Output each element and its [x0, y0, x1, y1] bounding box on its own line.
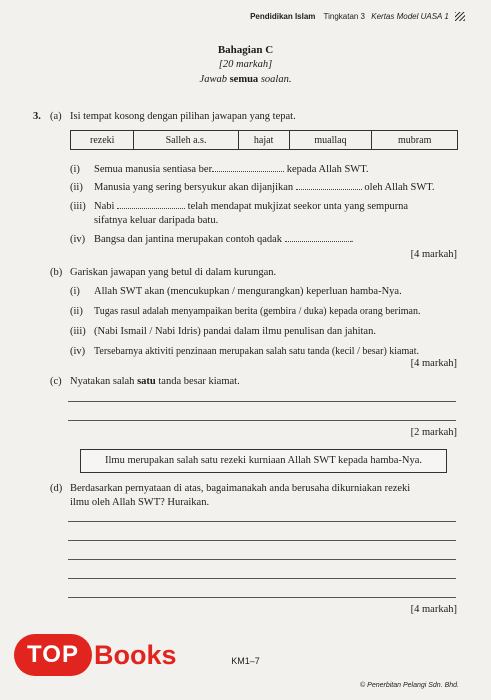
answer-blank[interactable] [285, 241, 351, 242]
header-level: Tingkatan 3 [323, 12, 366, 21]
answer-line[interactable] [68, 559, 456, 560]
answer-blank[interactable] [296, 189, 362, 190]
item-text-before: Bangsa dan jantina merupakan contoh qadak [94, 234, 283, 245]
part-b-item-num: (iv) [70, 346, 86, 357]
part-b-item-text[interactable]: (Nabi Ismail / Nabi Idris) pandai dalam ilmu penulisan dan jahitan. [94, 326, 376, 337]
section-marks: [20 markah] [218, 59, 273, 70]
prompt-before: Nyatakan salah [70, 376, 135, 387]
answer-line[interactable] [68, 521, 456, 522]
part-d-prompt-line2: ilmu oleh Allah SWT? Huraikan. [70, 497, 210, 508]
part-a-item-text [94, 163, 368, 176]
header-subject: Pendidikan Islam [250, 12, 316, 21]
part-a-item-num: (iv) [70, 234, 86, 245]
part-a-item-text [94, 200, 408, 213]
part-a-item-text-line2: sifatnya keluar daripada batu. [94, 215, 219, 226]
part-b-item-text[interactable]: Tugas rasul adalah menyampaikan berita (gembira / duka) kepada orang beriman. [94, 306, 421, 317]
part-b-prompt: Gariskan jawapan yang betul di dalam kurungan. [70, 267, 277, 278]
answer-blank[interactable] [117, 208, 185, 209]
part-a-label: (a) [50, 111, 62, 122]
prompt-bold: satu [137, 376, 156, 387]
instruction-bold: semua [229, 74, 259, 85]
section-title: Bahagian C [217, 44, 274, 56]
prompt-after: tanda besar kiamat. [158, 376, 240, 387]
running-header [250, 12, 465, 21]
part-a-item-num: (iii) [70, 201, 86, 212]
item-text-after: oleh Allah SWT. [364, 182, 435, 193]
part-b-item-text[interactable]: Allah SWT akan (mencukupkan / mengurangkan) keperluan hamba-Nya. [94, 286, 402, 297]
part-d-prompt-line1: Berdasarkan pernyataan di atas, bagaimanakah anda berusaha dikurniakan rezeki [70, 483, 411, 494]
item-text-after: . [350, 234, 354, 245]
part-d-marks: [4 markah] [410, 604, 457, 615]
part-b-item-text[interactable]: Tersebarnya aktiviti penzinaan merupakan salah satu tanda (kecil / besar) kiamat. [94, 346, 419, 357]
item-text-before: Manusia yang sering bersyukur akan dijanjikan [94, 182, 294, 193]
part-a-prompt: Isi tempat kosong dengan pilihan jawapan yang tepat. [70, 111, 296, 122]
part-c-prompt [70, 375, 240, 388]
part-c-label: (c) [50, 376, 62, 387]
topbooks-watermark-logo [14, 634, 194, 676]
item-text-before: Semua manusia sentiasa ber [94, 164, 213, 175]
page-code: KM1–7 [231, 656, 260, 666]
word-bank-cell: rezeki [71, 131, 134, 150]
item-text-after: telah mendapat mukjizat seekor unta yang sempurna [187, 201, 409, 212]
word-bank-cell: mubram [372, 131, 458, 150]
item-text-after: kepada Allah SWT. [286, 164, 369, 175]
instruction-prefix: Jawab [199, 74, 227, 85]
part-b-marks: [4 markah] [410, 358, 457, 369]
part-a-marks: [4 markah] [410, 249, 457, 260]
part-a-item-text [94, 233, 353, 246]
part-a-item-num: (ii) [70, 182, 83, 193]
word-bank-cell: Salleh a.s. [134, 131, 238, 150]
word-bank-cell: muallaq [289, 131, 372, 150]
part-b-item-num: (i) [70, 286, 80, 297]
answer-line[interactable] [68, 401, 456, 402]
part-d-label: (d) [50, 483, 63, 494]
part-a-item-num: (i) [70, 164, 80, 175]
instruction-suffix: soalan. [260, 74, 292, 85]
part-a-item-text [94, 181, 435, 194]
publisher-stripe-icon [455, 12, 465, 21]
answer-line[interactable] [68, 420, 456, 421]
section-instruction [0, 73, 491, 86]
publisher-credit: © Penerbitan Pelangi Sdn. Bhd. [360, 682, 459, 689]
answer-blank[interactable] [212, 171, 284, 172]
question-number: 3. [33, 111, 41, 122]
item-text-before: Nabi [94, 201, 115, 212]
part-b-item-num: (ii) [70, 306, 83, 317]
word-bank-cell: hajat [238, 131, 289, 150]
answer-line[interactable] [68, 597, 456, 598]
part-b-item-num: (iii) [70, 326, 86, 337]
header-paper: Kertas Model UASA 1 [371, 12, 449, 21]
stimulus-box: Ilmu merupakan salah satu rezeki kurniaan Allah SWT kepada hamba-Nya. [80, 449, 447, 473]
part-b-label: (b) [50, 267, 63, 278]
brand-badge: TOP [14, 634, 92, 676]
part-c-marks: [2 markah] [410, 427, 457, 438]
word-bank-table [70, 130, 458, 150]
brand-word: Books [94, 640, 177, 670]
answer-line[interactable] [68, 578, 456, 579]
answer-line[interactable] [68, 540, 456, 541]
